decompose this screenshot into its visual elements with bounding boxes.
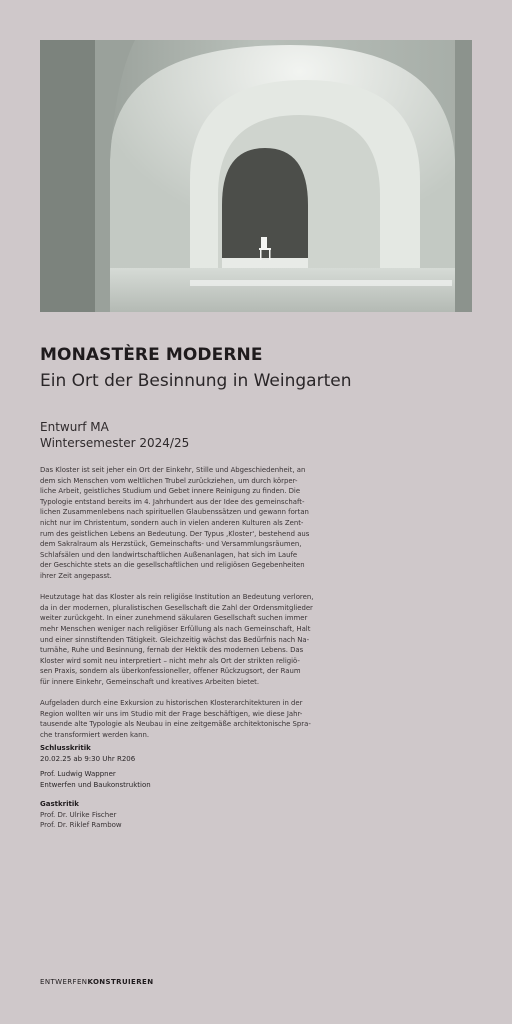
footer-logo-light: ENTWERFEN (40, 978, 88, 986)
guest-name: Prof. Dr. Ulrike Fischer (40, 810, 117, 819)
text-line: nicht nur im Christentum, sondern auch in vielen anderen Kulturen als Zent- (40, 518, 304, 527)
footer-logo-bold: KONSTRUIEREN (87, 978, 154, 986)
text-line: Kloster wird somit neu interpretiert – nicht mehr als Ort der strikten religiö- (40, 656, 300, 665)
text-line: Aufgeladen durch eine Exkursion zu historischen Klosterarchitekturen in der (40, 699, 303, 708)
text-line: Schlafsälen und den landwirtschaftlichen Außenanlagen, hat sich im Laufe (40, 550, 298, 559)
text-line: mehr Menschen weniger nach religiöser Erfüllung als nach Gemeinschaft, Halt (40, 624, 311, 633)
text-line: tausende alte Typologie als Neubau in eine zeitgemäße architektonische Spra- (40, 720, 311, 729)
paragraph-1 (40, 465, 472, 582)
paragraph-2 (40, 592, 472, 687)
final-review-heading: Schlusskritik (40, 744, 91, 752)
description (40, 465, 472, 751)
text-line: der Geschichte stets an die gesellschaftlichen und religiösen Gegebenheiten (40, 561, 305, 570)
page-title: MONASTÈRE MODERNE (40, 345, 263, 365)
text-line: dem sich Menschen vom weltlichen Trubel zurückziehen, um durch körper- (40, 476, 298, 485)
text-line: rum des geistlichen Lebens an Bedeutung. Der Typus ‚Kloster', bestehend aus (40, 529, 310, 538)
text-line: liche Arbeit, geistliches Studium und Gebet innere Reinigung zu finden. Die (40, 487, 301, 496)
footer-logo (40, 978, 240, 986)
semester: Wintersemester 2024/25 (40, 436, 190, 450)
guest-name: Prof. Dr. Riklef Rambow (40, 821, 122, 830)
final-review-date: 20.02.25 ab 9:30 Uhr R206 (40, 754, 136, 763)
department-name: Entwerfen und Baukonstruktion (40, 780, 151, 789)
guest-review-heading: Gastkritik (40, 800, 79, 808)
paragraph-3 (40, 698, 472, 740)
text-line: Das Kloster ist seit jeher ein Ort der Einkehr, Stille und Abgeschiedenheit, an (40, 466, 306, 474)
text-line: weiter zurückgeht. In einer zunehmend säkularen Gesellschaft suchen immer (40, 614, 308, 623)
guest-review-block (40, 799, 472, 831)
text-line: turnähe, Ruhe und Besinnung, fernab der Hektik des modernen Lebens. Das (40, 646, 304, 655)
course-type: Entwurf MA (40, 420, 109, 434)
text-line: da in der modernen, pluralistischen Gesellschaft die Zahl der Ordensmitglieder (40, 603, 313, 612)
monastery-arches-photo (40, 40, 472, 312)
text-line: ihrer Zeit angepasst. (40, 571, 112, 580)
text-line: che transformiert werden kann. (40, 730, 150, 739)
professor-name: Prof. Ludwig Wappner (40, 770, 116, 779)
text-line: Heutzutage hat das Kloster als rein religiöse Institution an Bedeutung verloren, (40, 593, 314, 602)
final-review-block (40, 743, 472, 790)
course-meta (40, 419, 472, 451)
text-line: dem Sakralraum als Herzstück, Gemeinschafts- und Versammlungsräumen, (40, 540, 302, 549)
text-line: sen Praxis, sondern als überkonfessioneller, offener Rückzugsort, der Raum (40, 667, 301, 676)
page-subtitle: Ein Ort der Besinnung in Weingarten (40, 371, 352, 391)
text-line: und einer sinnstiftenden Tätigkeit. Gleichzeitig wächst das Bedürfnis nach Na- (40, 635, 310, 644)
hero-photo (40, 40, 472, 312)
text-line: lichen Zusammenlebens nach spirituellen Glaubenssätzen und gewann fortan (40, 508, 309, 517)
text-line: Typologie entstand bereits im 4. Jahrhundert aus der Idee des gemeinschaft- (40, 497, 305, 506)
text-line: für innere Einkehr, Gemeinschaft und kreatives Arbeiten bietet. (40, 677, 260, 686)
text-line: Region wollten wir uns im Studio mit der Frage beschäftigen, wie diese Jahr- (40, 709, 303, 718)
